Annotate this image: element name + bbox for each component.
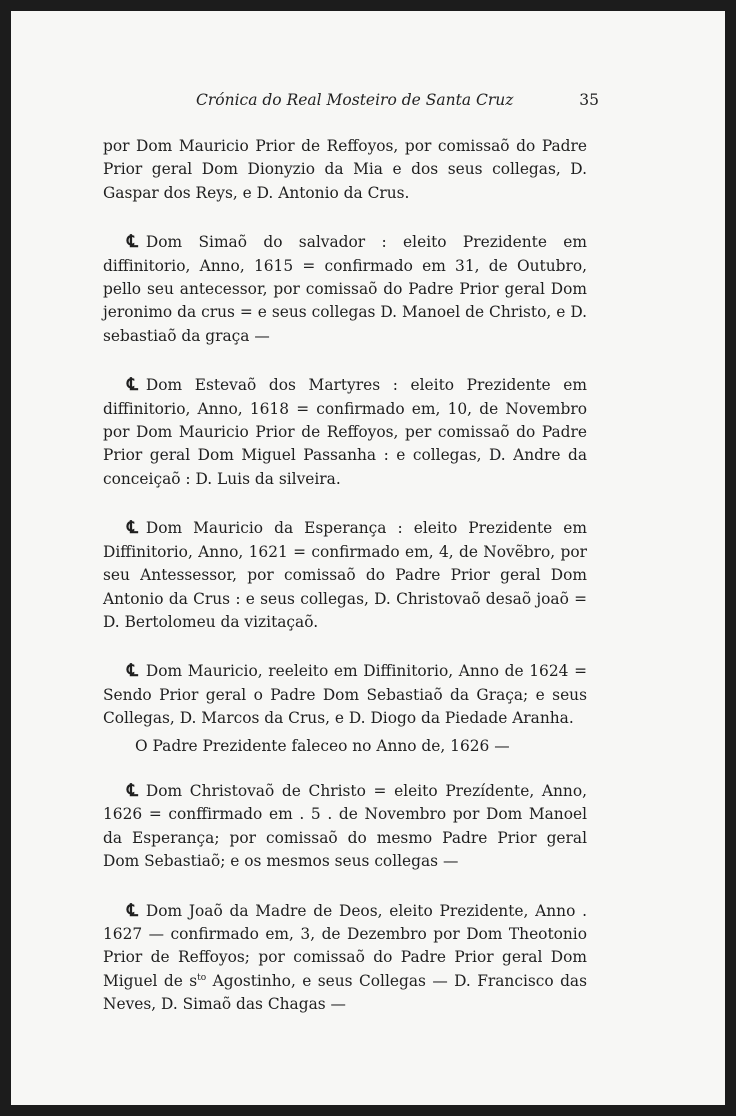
paragraph-continuation: [103, 135, 587, 205]
paragraph-mark-icon: ℄: [127, 518, 138, 539]
paragraph-text: Dom Mauricio da Esperança : eleito Prezidente em Diffinitorio, Anno, 1621 = confirmado em, 4, de Novẽbro, por seu Antessessor, por comissaõ do Padre Prior geral Dom Antonio da Crus : e seus collegas, D. Christovaõ desaõ joaõ = D. Bertolomeu da vizitaçaõ.: [103, 519, 587, 631]
running-title: Crónica do Real Mosteiro de Santa Cruz: [196, 91, 514, 109]
paragraph-mark-icon: ℄: [127, 232, 138, 253]
body-text: [103, 135, 587, 1043]
entry-paragraph: [103, 900, 587, 1017]
paragraph-mark-icon: ℄: [127, 780, 138, 801]
document-page: [11, 11, 725, 1105]
paragraph-mark-icon: ℄: [127, 900, 138, 921]
paragraph-text: Agostinho, e seus Collegas — D. Francisco das Neves, D. Simaõ das Chagas —: [103, 971, 587, 1014]
paragraph-mark-icon: ℄: [127, 375, 138, 396]
running-header: [11, 91, 725, 115]
paragraph-text: Dom Simaõ do salvador : eleito Prezidente em diffinitorio, Anno, 1615 = confirmado em 31, de Outubro, pello seu antecessor, por comissaõ do Padre Prior geral Dom jeronimo da crus = e seus collegas D. Manoel de Christo, e D. sebastiaõ da graça —: [103, 233, 587, 345]
paragraph-text: Dom Joaõ da Madre de Deos, eleito Prezidente, Anno . 1627 — confirmado em, 3, de Dezembro por Dom Theotonio Prior de Reffoyos; por comissaõ do Padre Prior geral Dom Miguel de s: [103, 901, 587, 990]
entry-paragraph: [103, 660, 587, 730]
entry-paragraph: [103, 231, 587, 348]
paragraph-text: O Padre Prezidente faleceo no Anno de, 1626 —: [135, 736, 510, 755]
note-paragraph: [103, 735, 587, 758]
entry-paragraph: [103, 517, 587, 634]
page-number: 35: [579, 91, 599, 109]
paragraph-text: Dom Christovaõ de Christo = eleito Prezídente, Anno, 1626 = conffirmado em . 5 . de Novembro por Dom Manoel da Esperança; por comissaõ do mesmo Padre Prior geral Dom Sebastiaõ; e os mesmos seus collegas —: [103, 781, 587, 871]
paragraph-text: Dom Mauricio, reeleito em Diffinitorio, Anno de 1624 = Sendo Prior geral o Padre Dom Sebastiaõ da Graça; e seus Collegas, D. Marcos da Crus, e D. Diogo da Piedade Aranha.: [103, 662, 587, 728]
paragraph-text: Dom Estevaõ dos Martyres : eleito Prezidente em diffinitorio, Anno, 1618 = confirmado em, 10, de Novembro por Dom Mauricio Prior de Reffoyos, per comissaõ do Padre Prior geral Dom Miguel Passanha : e collegas, D. Andre da conceiçaõ : D. Luis da silveira.: [103, 376, 587, 488]
entry-paragraph: [103, 780, 587, 874]
superscript-abbrev: to: [197, 972, 207, 983]
paragraph-text: por Dom Mauricio Prior de Reffoyos, por comissaõ do Padre Prior geral Dom Dionyzio da Mia e dos seus collegas, D. Gaspar dos Reys, e D. Antonio da Crus.: [103, 137, 587, 202]
paragraph-mark-icon: ℄: [127, 661, 138, 682]
entry-paragraph: [103, 374, 587, 491]
